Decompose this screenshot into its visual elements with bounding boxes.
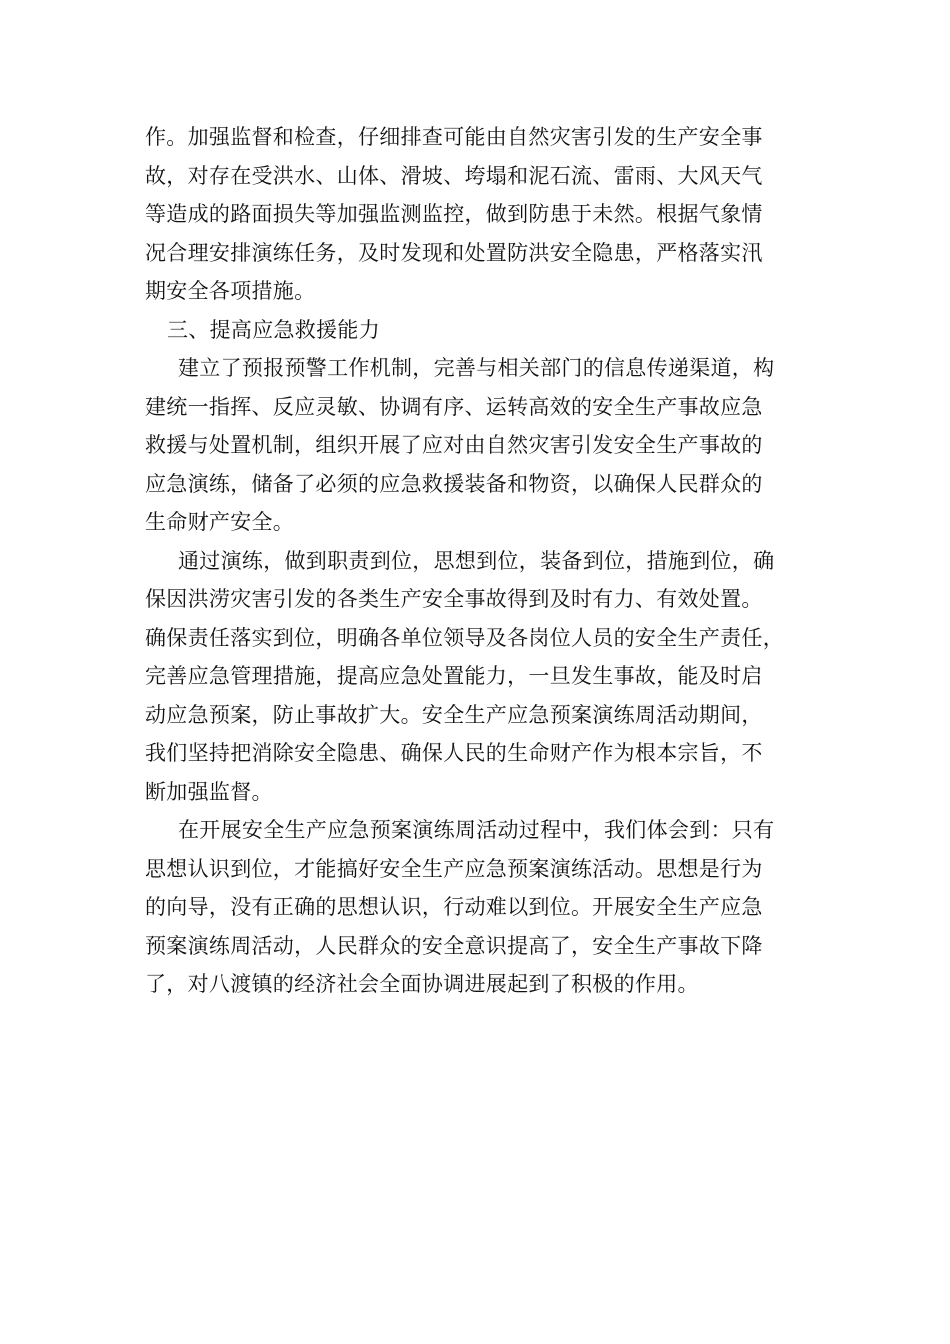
text-line: 我们坚持把消除安全隐患、确保人民的生命财产作为根本宗旨，不 [145,741,763,765]
text-line: 确保责任落实到位，明确各单位领导及各岗位人员的安全生产责任， [145,625,784,650]
text-line: 预案演练周活动，人民群众的安全意识提高了，安全生产事故下降 [145,933,763,958]
text-line: 完善应急管理措施，提高应急处置能力，一旦发生事故，能及时启 [145,664,763,688]
paragraph-early-warning [145,349,810,542]
section-heading-text: 三、提高应急救援能力 [167,317,380,342]
text-line: 救援与处置机制，组织开展了应对由自然灾害引发安全生产事故的 [145,433,763,457]
text-line: 思想认识到位，才能搞好安全生产应急预案演练活动。思想是行为 [145,856,763,881]
text-line: 断加强监督。 [145,779,273,804]
text-line: 等造成的路面损失等加强监测监控，做到防患于未然。根据气象情 [145,202,763,226]
text-line: 在开展安全生产应急预案演练周活动过程中，我们体会到：只有 [178,818,775,842]
text-line: 建统一指挥、反应灵敏、协调有序、运转高效的安全生产事故应急 [145,394,763,419]
text-line: 了，对八渡镇的经济社会全面协调进展起到了积极的作用。 [145,972,699,996]
text-line: 期安全各项措施。 [145,279,316,303]
text-line: 的向导，没有正确的思想认识，行动难以到位。开展安全生产应急 [145,895,763,919]
section-heading [145,311,810,350]
text-line: 故，对存在受洪水、山体、滑坡、垮塌和泥石流、雷雨、大风天气 [145,163,763,188]
text-line: 动应急预案，防止事故扩大。安全生产应急预案演练周活动期间， [145,702,763,727]
text-line: 况合理安排演练任务，及时发现和处置防洪安全隐患，严格落实汛 [145,240,763,265]
paragraph-flood-supervision [145,118,810,311]
paragraph-drill-results [145,542,810,812]
text-line: 保因洪涝灾害引发的各类生产安全事故得到及时有力、有效处置。 [145,587,763,611]
text-line: 应急演练，储备了必须的应急救援装备和物资，以确保人民群众的 [145,471,763,496]
paragraph-conclusion [145,811,810,1004]
text-line: 作。加强监督和检查，仔细排查可能由自然灾害引发的生产安全事 [145,125,763,149]
text-line: 建立了预报预警工作机制，完善与相关部门的信息传递渠道，构 [178,356,775,380]
document-body [145,118,810,1004]
text-line: 通过演练，做到职责到位，思想到位，装备到位，措施到位，确 [178,548,775,573]
text-line: 生命财产安全。 [145,510,295,534]
